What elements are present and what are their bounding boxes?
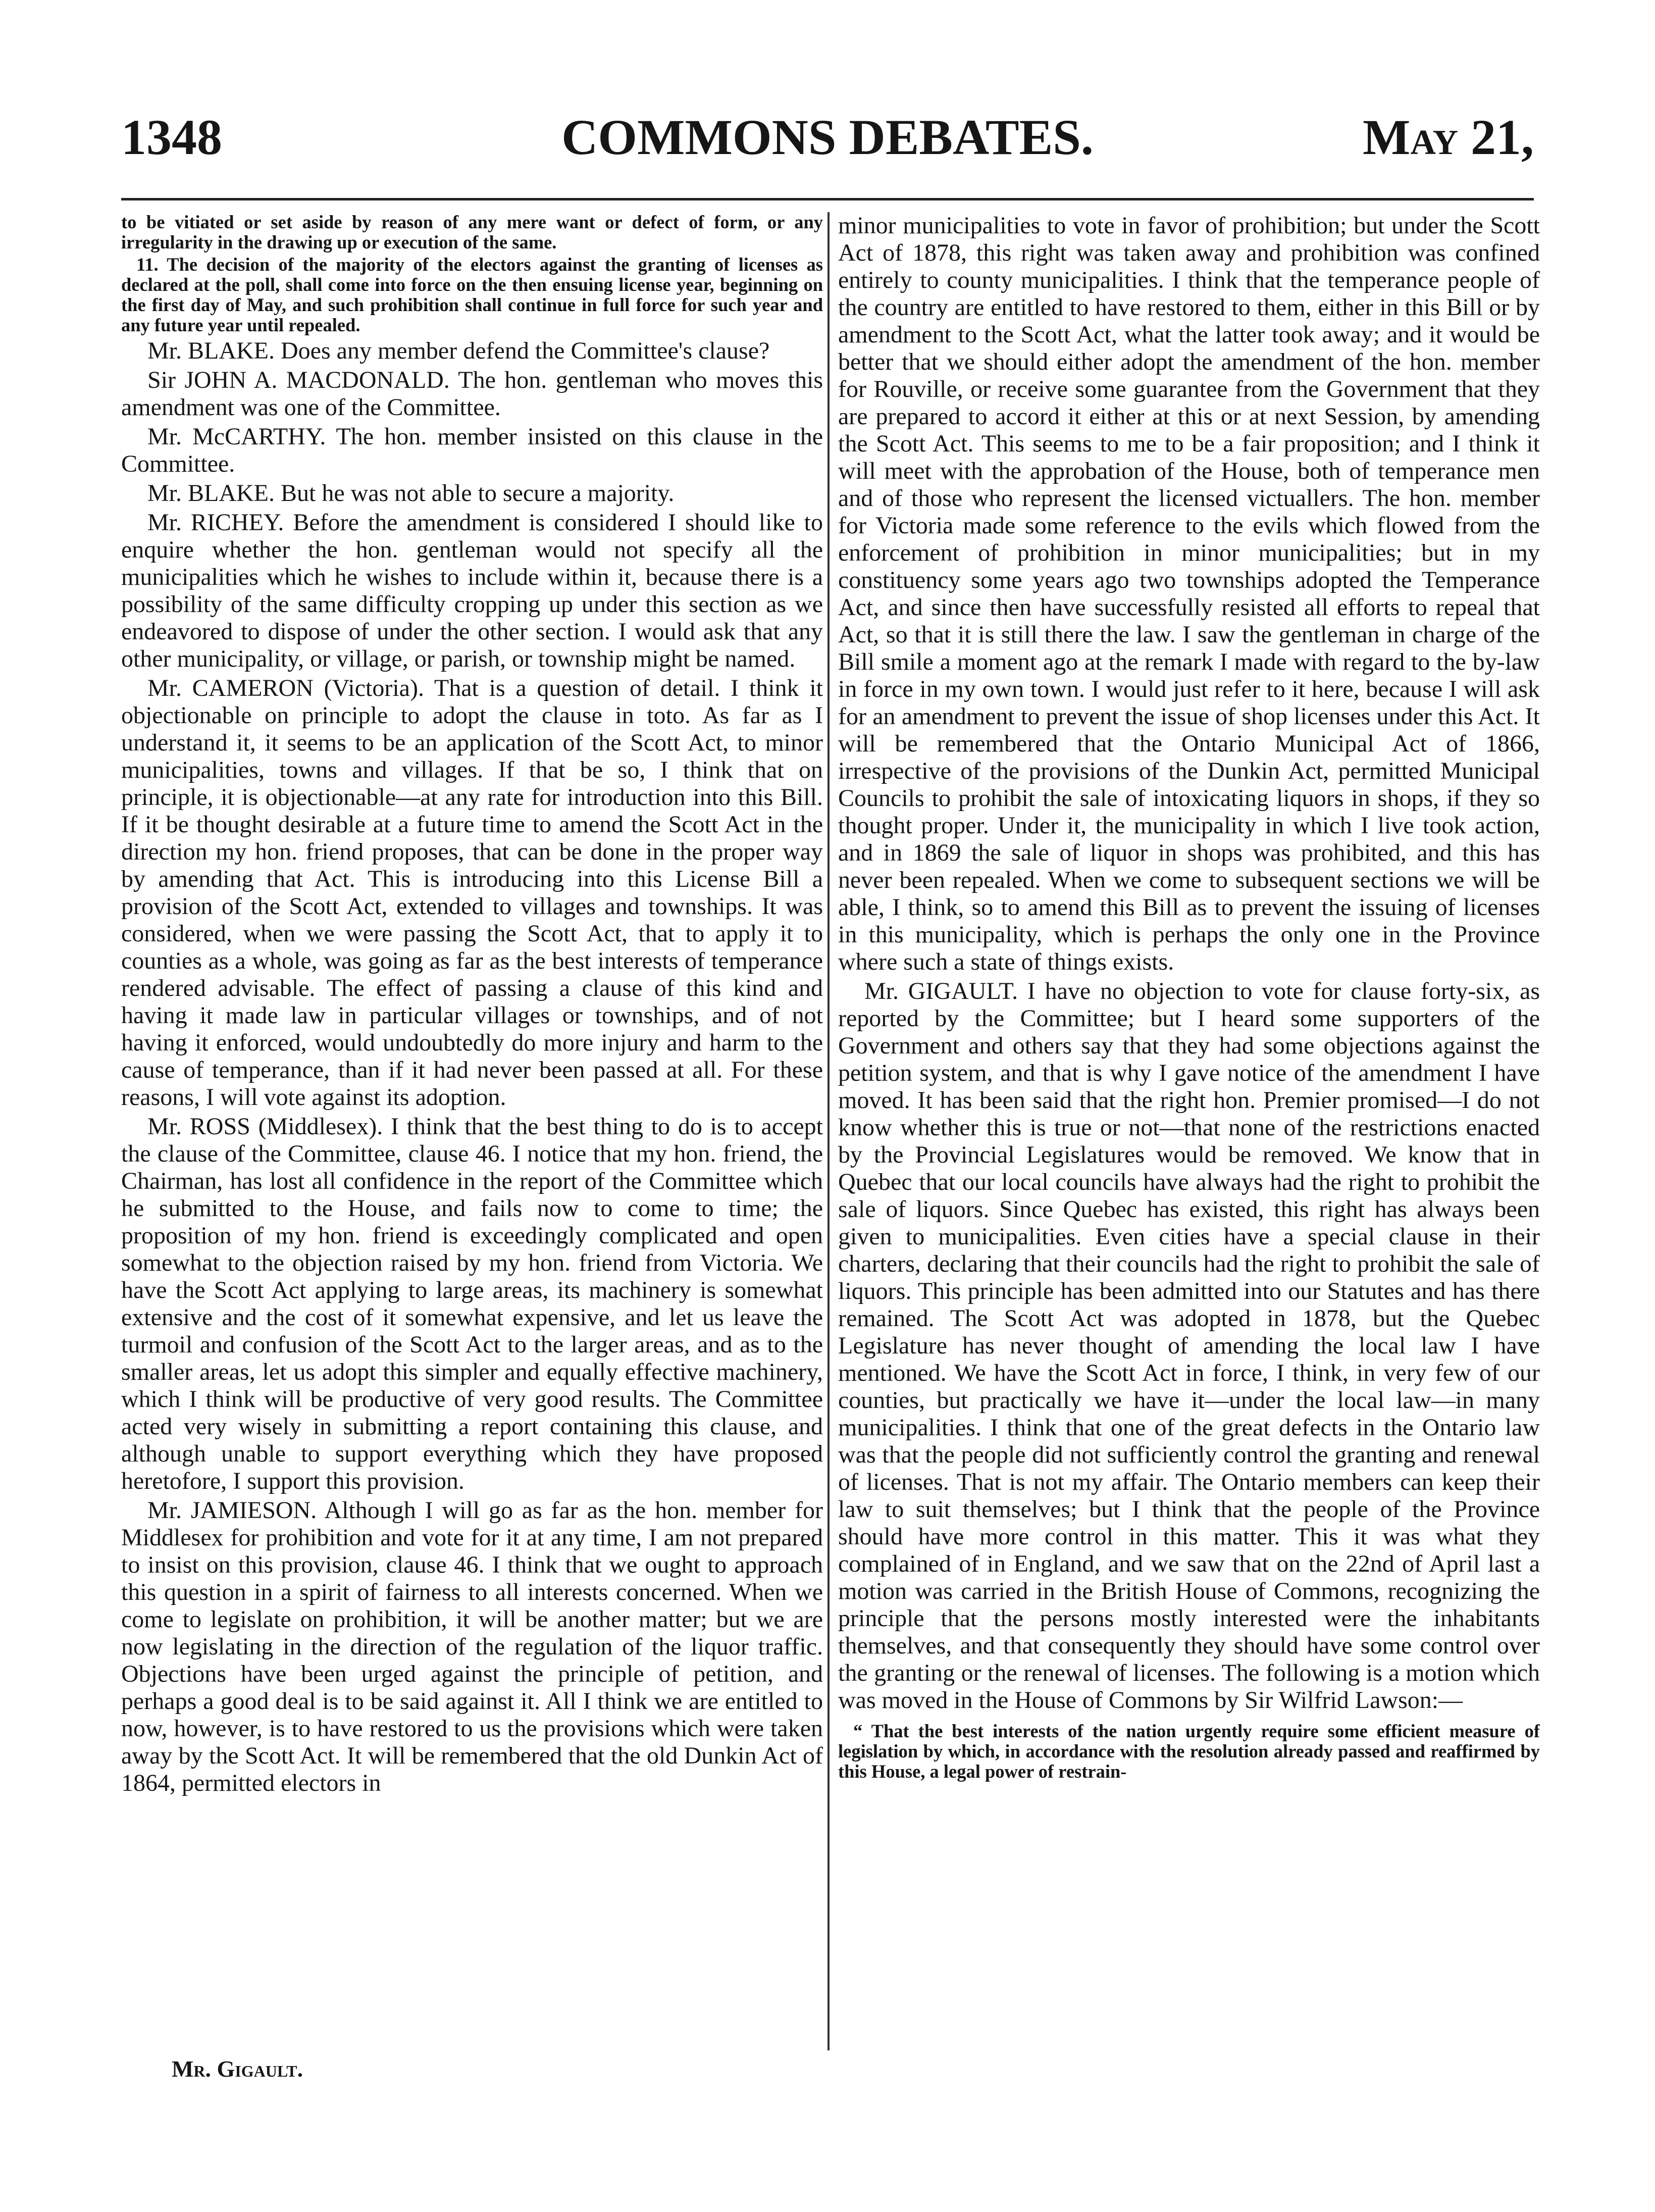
paragraph: Mr. BLAKE. Does any member defend the Committee's clause?	[147, 337, 770, 364]
header-rule	[121, 198, 1534, 200]
paragraph: minor municipalities to vote in favor of prohibition; but under the Scott Act of 1878, this right was taken away and prohibition was confined entirely to county municipalities. I think that the temperance people of the country are entitled to have restored to them, either in this Bill or by amendment to the Scott Act, what the latter took away; and it would be better that we should either adopt the amendment of the hon. member for Rouville, or receive some guarantee from the Government that they are prepared to accord it either at this or at next Session, by amending the Scott Act. This seems to me to be a fair proposition; and I think it will meet with the approbation of the House, both of temperance men and of those who represent the licensed victuallers. The hon. member for Victoria made some reference to the evils which flowed from the enforcement of prohibition in minor municipalities; but in my constituency some years ago two townships adopted the Temperance Act, and since then have successfully resisted all efforts to repeal that Act, so that it is still there the law. I saw the gentleman in charge of the Bill smile a moment ago at the remark I made with regard to the by-law in force in my own town. I would just refer to it here, because I will ask for an amendment to prevent the issue of shop licenses under this Act. It will be remembered that the Ontario Municipal Act of 1866, irrespective of the provisions of the Dunkin Act, permitted Municipal Councils to prohibit the sale of intoxicating liquors in shops, if they so thought proper. Under it, the municipality in which I live took action, and in 1869 the sale of liquor in shops was prohibited, and this has never been repealed. When we come to subsequent sections we will be able, I think, so to amend this Bill as to prevent the issuing of licenses in this municipality, which is perhaps the only one in the Province where such a state of things exists.	[838, 212, 1540, 975]
right-column	[838, 212, 1540, 2055]
left-column	[121, 212, 823, 2055]
page-title: COMMONS DEBATES.	[561, 109, 1094, 165]
paragraph: to be vitiated or set aside by reason of any mere want or defect of form, or any irregularity in the drawing up or execution of the same.	[121, 212, 823, 253]
paragraph: Sir JOHN A. MACDONALD. The hon. gentleman who moves this amendment was one of the Committee.	[121, 367, 823, 421]
paragraph: Mr. RICHEY. Before the amendment is considered I should like to enquire whether the hon. gentleman would not specify all the municipalities which he wishes to include within it, because there is a possibility of the same difficulty cropping up under this section as we endeavored to dispose of under the other section. I would ask that any other municipality, or village, or parish, or township might be named.	[121, 509, 823, 672]
page-number: 1348	[121, 109, 222, 165]
paragraph: Mr. McCARTHY. The hon. member insisted on this clause in the Committee.	[121, 423, 823, 477]
paragraph: Mr. BLAKE. But he was not able to secure a majority.	[147, 480, 675, 507]
paragraph: “ That the best interests of the nation urgently require some efficient measure of legislation by which, in accordance with the resolution already passed and reaffirmed by this House, a legal power of restrain-	[838, 1721, 1540, 1782]
paragraph: Mr. ROSS (Middlesex). I think that the best thing to do is to accept the clause of the Committee, clause 46. I notice that my hon. friend, the Chairman, has lost all confidence in the report of the Committee which he submitted to the House, and fails now to come to time; the proposition of my hon. friend is exceedingly complicated and open somewhat to the objection raised by my hon. friend from Victoria. We have the Scott Act applying to large areas, its machinery is somewhat extensive and the cost of it somewhat expensive, and let us leave the turmoil and confusion of the Scott Act to the larger areas, and as to the smaller areas, let us adopt this simpler and equally effective machinery, which I think will be productive of very good results. The Committee acted very wisely in submitting a report containing this clause, and although unable to support everything which they have proposed heretofore, I support this provision.	[121, 1113, 823, 1494]
paragraph: Mr. CAMERON (Victoria). That is a question of detail. I think it objectionable on principle to adopt the clause in toto. As far as I understand it, it seems to be an application of the Scott Act, to minor municipalities, towns and villages. If that be so, I think that on principle, it is objectionable—at any rate for introduction into this Bill. If it be thought desirable at a future time to amend the Scott Act in the direction my hon. friend proposes, that can be done in the proper way by amending that Act. This is introducing into this License Bill a provision of the Scott Act, extended to villages and townships. It was considered, when we were passing the Scott Act, that to apply it to counties as a whole, was going as far as the best interests of temperance rendered advisable. The effect of passing a clause of this kind and having it made law in particular villages or townships, and of not having it enforced, would undoubtedly do more injury and harm to the cause of temperance, than if it had never been passed at all. For these reasons, I will vote against its adoption.	[121, 675, 823, 1111]
page-header	[0, 0, 1655, 202]
paragraph: Mr. JAMIESON. Although I will go as far as the hon. member for Middlesex for prohibition and vote for it at any time, I am not prepared to insist on this provision, clause 46. I think that we ought to approach this question in a spirit of fairness to all interests concerned. When we come to legislate on prohibition, it will be another matter; but we are now legislating in the direction of the regulation of the liquor traffic. Objections have been urged against the principle of petition, and perhaps a good deal is to be said against it. All I think we are entitled to now, however, is to have restored to us the provisions which were taken away by the Scott Act. It will be remembered that the old Dunkin Act of 1864, permitted electors in	[121, 1497, 823, 1796]
paragraph: 11. The decision of the majority of the electors against the granting of licenses as declared at the poll, shall come into force on the then ensuing license year, beginning on the first day of May, and such prohibition shall continue in full force for such year and any future year until repealed.	[121, 254, 823, 335]
paragraph: Mr. GIGAULT. I have no objection to vote for clause forty-six, as reported by the Committee; but I heard some supporters of the Government and others say that they had some objections against the petition system, and that is why I gave notice of the amendment I have moved. It has been said that the right hon. Premier promised—I do not know whether this is true or not—that none of the restrictions enacted by the Provincial Legislatures would be removed. We know that in Quebec that our local councils have always had the right to prohibit the sale of liquors. Since Quebec has existed, this right has always been given to municipalities. Even cities have a special clause in their charters, declaring that their councils had the right to prohibit the sale of liquors. This principle has been admitted into our Statutes and has there remained. The Scott Act was adopted in 1878, but the Quebec Legislature has never thought of amending the local law I have mentioned. We have the Scott Act in force, I think, in very few of our counties, but practically we have it—under the local law—in many municipalities. I think that one of the great defects in the Ontario law was that the people did not sufficiently control the granting and renewal of licenses. That is not my affair. The Ontario members can keep their law to suit themselves; but I think that the people of the Province should have more control in this matter. This it was what they complained of in England, and we saw that on the 22nd of April last a motion was carried in the British House of Commons, recognizing the principle that the persons mostly interested were the inhabitants themselves, and that consequently they should have some control over the granting or the renewal of licenses. The following is a motion which was moved in the House of Commons by Sir Wilfrid Lawson:—	[838, 978, 1540, 1714]
footer-speaker: Mr. Gigault.	[172, 2056, 303, 2082]
column-divider	[828, 212, 830, 2050]
page-date: May 21,	[1362, 109, 1534, 165]
